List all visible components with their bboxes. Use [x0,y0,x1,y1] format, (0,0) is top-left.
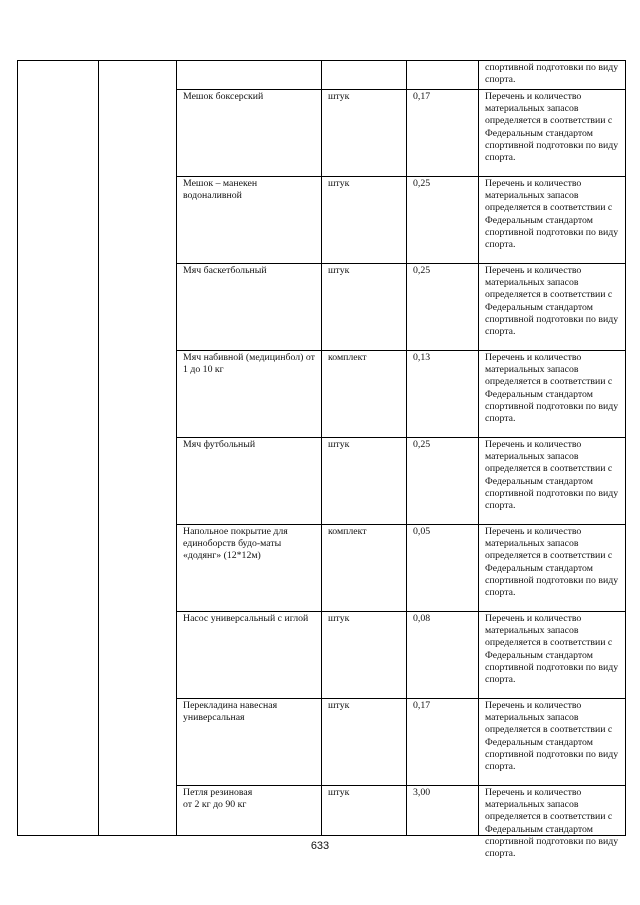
unit-cell: штук [322,90,407,177]
note-text: Перечень и количество материальных запасов определяется в соответствии с Федеральным стандартом спортивной подготовки по виду спорта. [485,700,619,773]
quantity-cell: 0,25 [407,438,479,525]
unit-cell [322,61,407,90]
note-cell [479,612,626,699]
note-text: Перечень и количество материальных запасов определяется в соответствии с Федеральным стандартом спортивной подготовки по виду спорта. [485,787,619,860]
note-cell [479,264,626,351]
item-name-cell: Мешок – манекен водоналивной [177,177,322,264]
note-text: Перечень и количество материальных запасов определяется в соответствии с Федеральным стандартом спортивной подготовки по виду спорта. [485,352,619,425]
item-name-cell: Перекладина навесная универсальная [177,699,322,786]
unit-cell: штук [322,438,407,525]
note-cell [479,351,626,438]
merged-cell-col1 [18,61,99,836]
table-row-continued [18,61,626,90]
note-cell [479,525,626,612]
quantity-cell [407,61,479,90]
quantity-cell: 0,13 [407,351,479,438]
unit-cell: штук [322,699,407,786]
item-name-cell: Напольное покрытие для единоборств будо-маты «додянг» (12*12м) [177,525,322,612]
note-text: Перечень и количество материальных запасов определяется в соответствии с Федеральным стандартом спортивной подготовки по виду спорта. [485,91,619,164]
unit-cell: штук [322,786,407,836]
quantity-cell: 0,17 [407,699,479,786]
note-text: Перечень и количество материальных запасов определяется в соответствии с Федеральным стандартом спортивной подготовки по виду спорта. [485,613,619,686]
unit-cell: штук [322,264,407,351]
quantity-cell: 0,08 [407,612,479,699]
note-cell [479,699,626,786]
item-name-cell: Мяч набивной (медицинбол) от 1 до 10 кг [177,351,322,438]
quantity-cell: 0,17 [407,90,479,177]
note-cell [479,177,626,264]
item-name-cell: Петля резиновая от 2 кг до 90 кг [177,786,322,836]
note-text: Перечень и количество материальных запасов определяется в соответствии с Федеральным стандартом спортивной подготовки по виду спорта. [485,439,619,512]
unit-cell: комплект [322,525,407,612]
item-name-cell: Мяч баскетбольный [177,264,322,351]
quantity-cell: 3,00 [407,786,479,836]
quantity-cell: 0,05 [407,525,479,612]
note-cell [479,438,626,525]
note-text: Перечень и количество материальных запасов определяется в соответствии с Федеральным стандартом спортивной подготовки по виду спорта. [485,265,619,338]
item-name-cell: Мешок боксерский [177,90,322,177]
unit-cell: штук [322,177,407,264]
item-name-cell: Насос универсальный с иглой [177,612,322,699]
note-cell [479,90,626,177]
page-number: 633 [310,840,330,852]
note-text: Перечень и количество материальных запасов определяется в соответствии с Федеральным стандартом спортивной подготовки по виду спорта. [485,526,619,599]
merged-cell-col2 [99,61,177,836]
note-cell [479,786,626,860]
item-name-cell: Мяч футбольный [177,438,322,525]
unit-cell: комплект [322,351,407,438]
quantity-cell: 0,25 [407,177,479,264]
note-text: Перечень и количество материальных запасов определяется в соответствии с Федеральным стандартом спортивной подготовки по виду спорта. [485,178,619,251]
note-fragment-text: спортивной подготовки по виду спорта. [485,62,619,86]
unit-cell: штук [322,612,407,699]
note-cell [479,61,626,90]
quantity-cell: 0,25 [407,264,479,351]
item-name-cell [177,61,322,90]
